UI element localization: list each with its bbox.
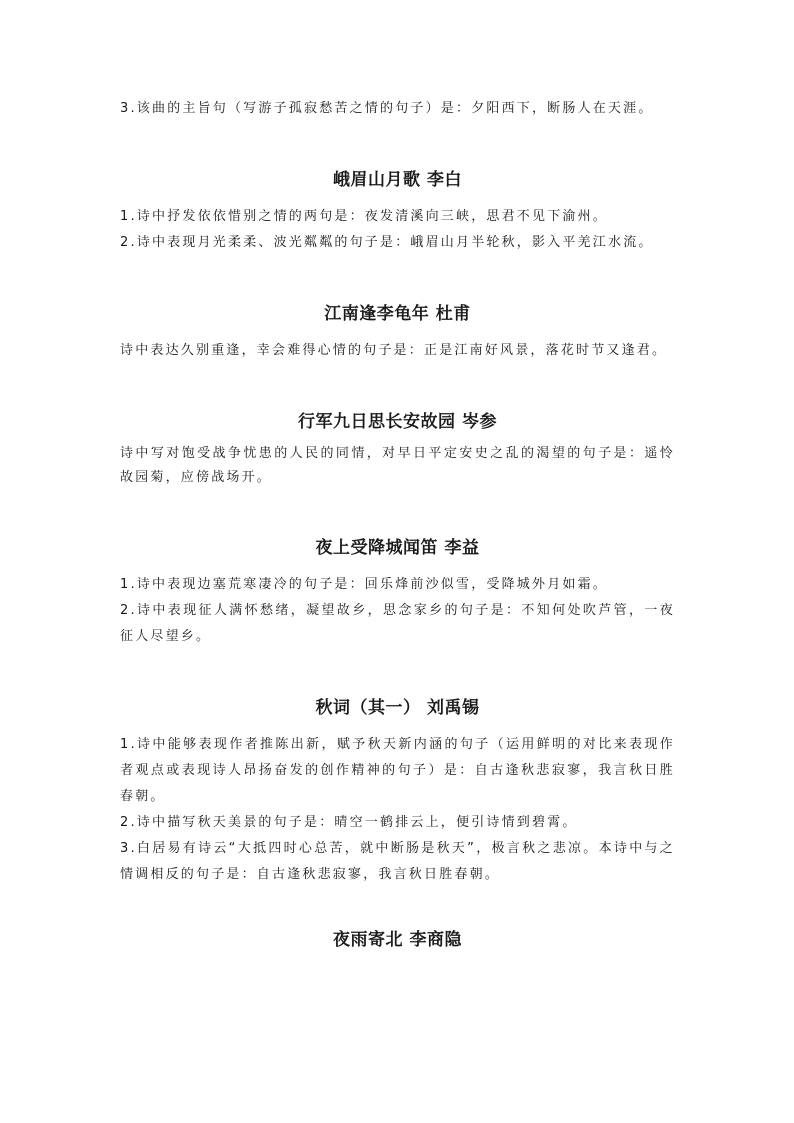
jiangnan-paragraph-1: 诗中表达久别重逢，幸会难得心情的句子是：正是江南好风景，落花时节又逢君。 — [120, 343, 668, 358]
document-content — [120, 96, 675, 954]
qiuci-paragraph-2: 2.诗中描写秋天美景的句子是：晴空一鹤排云上，便引诗情到碧霄。 — [120, 815, 578, 830]
title-qiuci: 秋词（其一） 刘禹锡 — [315, 698, 480, 718]
title-jiangnan-feng-li-guinian: 江南逢李龟年 杜甫 — [324, 304, 471, 324]
emei-paragraph-1: 1.诗中抒发依依惜别之情的两句是：夜发清溪向三峡，思君不见下渝州。 — [120, 209, 609, 224]
qiuci-paragraph-1: 1.诗中能够表现作者推陈出新，赋予秋天新内涵的句子（运用鲜明的对比来表现作者观点或表现诗人昂扬奋发的创作精神的句子）是：自古逢秋悲寂寥，我言秋日胜春朝。 — [120, 737, 675, 804]
title-emei-shan-yue-ge: 峨眉山月歌 李白 — [333, 170, 462, 190]
yeshang-paragraph-1: 1.诗中表现边塞荒寒凄冷的句子是：回乐烽前沙似雪，受降城外月如霜。 — [120, 577, 609, 592]
emei-paragraph-2: 2.诗中表现月光柔柔、波光粼粼的句子是：峨眉山月半轮秋，影入平羌江水流。 — [120, 235, 654, 250]
title-yeshang-shouxiangcheng: 夜上受降城闻笛 李益 — [315, 538, 480, 558]
title-yeyu-jibei: 夜雨寄北 李商隐 — [333, 930, 462, 950]
qiuci-paragraph-3: 3.白居易有诗云“大抵四时心总苦，就中断肠是秋天”，极言秋之悲凉。本诗中与之情调相反的句子是：自古逢秋悲寂寥，我言秋日胜春朝。 — [120, 841, 675, 882]
yeshang-paragraph-2: 2.诗中表现征人满怀愁绪，凝望故乡，思念家乡的句子是：不知何处吹芦管，一夜征人尽望乡。 — [120, 603, 675, 644]
title-xingjun-jiuri: 行军九日思长安故园 岑参 — [298, 412, 497, 432]
intro-paragraph-3: 3.该曲的主旨句（写游子孤寂愁苦之情的句子）是：夕阳西下，断肠人在天涯。 — [120, 101, 654, 116]
xingjun-paragraph-1: 诗中写对饱受战争忧患的人民的同情，对早日平定安史之乱的渴望的句子是：遥怜故园菊，应傍战场开。 — [120, 446, 675, 485]
